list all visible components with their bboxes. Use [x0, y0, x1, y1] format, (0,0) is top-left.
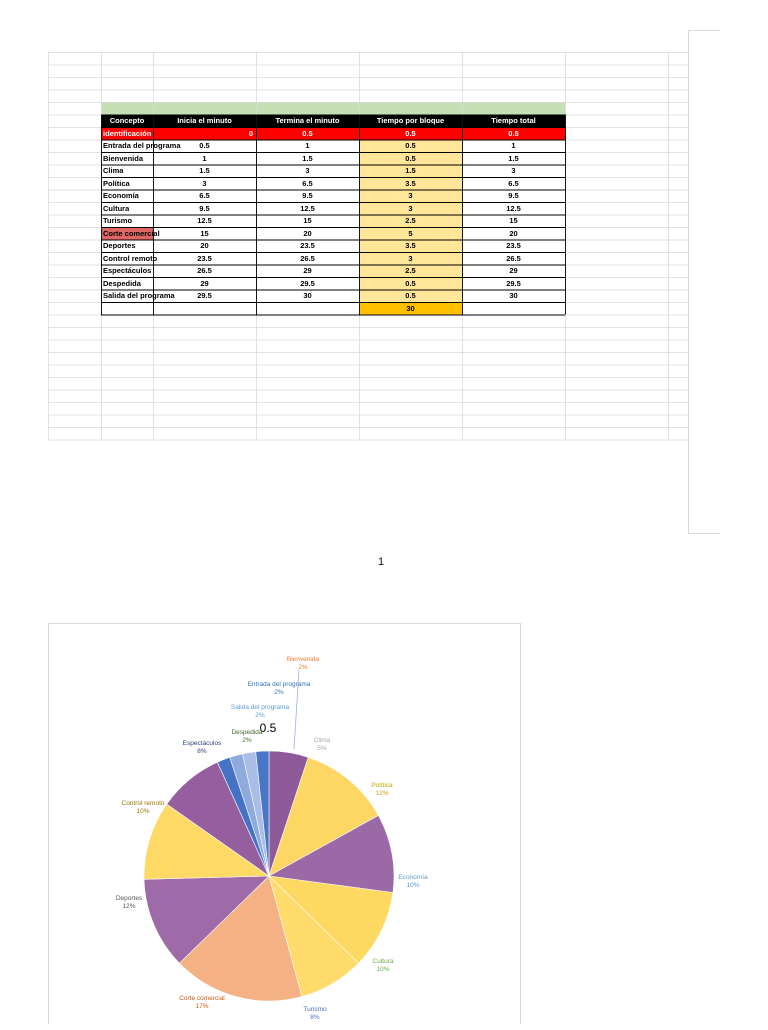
value-cell: 26.5: [300, 253, 315, 263]
slice-percent: 5%: [317, 745, 327, 752]
value-cell: 0.5: [405, 141, 416, 150]
value-cell: 0.5: [405, 128, 416, 138]
value-cell: 6.5: [302, 178, 313, 188]
value-cell: 23.5: [506, 241, 521, 250]
table-header-cell: Termina el minuto: [275, 116, 340, 125]
value-cell: 29.5: [300, 278, 315, 288]
slice-label: Despedida: [231, 729, 263, 736]
slice-percent: 10%: [136, 808, 150, 815]
concept-cell: Clima: [103, 166, 124, 175]
value-cell: 3: [202, 178, 207, 188]
slice-label: Salida del programa: [230, 704, 290, 711]
value-cell: 23.5: [197, 253, 212, 263]
value-cell: 3: [408, 253, 413, 263]
value-cell: 15: [200, 228, 209, 238]
value-cell: 1: [202, 153, 207, 163]
concept-cell: Espectáculos: [103, 266, 152, 275]
slice-label: Clima: [313, 737, 331, 744]
concept-cell: Salida del programa: [103, 291, 175, 300]
value-cell: 1.5: [405, 166, 416, 175]
value-cell: 2.5: [405, 266, 416, 275]
table-header-cell: Tiempo total: [491, 116, 536, 125]
concept-cell: Cultura: [103, 203, 130, 213]
value-cell: 9.5: [199, 203, 210, 213]
slice-percent: 10%: [376, 966, 390, 973]
concept-cell: Entrada del programa: [103, 141, 181, 150]
slice-percent: 8%: [197, 748, 207, 755]
value-cell: 23.5: [300, 241, 315, 250]
pie-chart-container: [48, 623, 521, 1024]
value-cell: 29: [509, 266, 518, 275]
concept-cell: Turismo: [103, 216, 133, 225]
slice-percent: 10%: [406, 882, 420, 889]
value-cell: 26.5: [197, 266, 212, 275]
value-cell: 0.5: [199, 141, 210, 150]
value-cell: 12.5: [506, 203, 521, 213]
value-cell: 5: [408, 228, 413, 238]
value-cell: 0.5: [405, 278, 416, 288]
concept-cell: Deportes: [103, 241, 136, 250]
value-cell: 12.5: [300, 203, 315, 213]
value-cell: 3: [511, 166, 516, 175]
value-cell: 20: [303, 228, 312, 238]
table-header-cell: Concepto: [109, 116, 145, 125]
value-cell: 15: [303, 216, 312, 225]
value-cell: 1: [305, 141, 310, 150]
value-cell: 12.5: [197, 216, 212, 225]
value-cell: 1.5: [199, 166, 210, 175]
value-cell: 29: [200, 278, 209, 288]
value-cell: 0.5: [508, 128, 519, 138]
callout-value: 0.5: [259, 721, 277, 735]
slice-label: Espectáculos: [182, 740, 222, 747]
value-cell: 30: [303, 291, 312, 300]
value-cell: 0.5: [302, 128, 313, 138]
value-cell: 15: [509, 216, 518, 225]
value-cell: 1: [511, 141, 516, 150]
slice-percent: 2%: [298, 664, 308, 671]
value-cell: 20: [509, 228, 518, 238]
slice-percent: 2%: [255, 712, 265, 719]
value-cell: 3.5: [405, 241, 416, 250]
value-cell: 29: [303, 266, 312, 275]
slice-percent: 12%: [375, 790, 389, 797]
slice-label: Control remoto: [121, 800, 165, 807]
page-number: 1: [378, 556, 385, 568]
slice-percent: 2%: [274, 689, 284, 696]
value-cell: 3: [408, 191, 413, 200]
value-cell: 3: [305, 166, 310, 175]
slice-label: Deportes: [115, 895, 143, 902]
pie-chart: [49, 624, 522, 1025]
slice-label: Bienvenida: [286, 656, 320, 663]
value-cell: 6.5: [199, 191, 210, 200]
value-cell: 20: [200, 241, 209, 250]
value-cell: 6.5: [508, 178, 519, 188]
total-value: 30: [406, 303, 415, 313]
value-cell: 9.5: [302, 191, 313, 200]
value-cell: 1.5: [508, 153, 519, 163]
value-cell: 9.5: [508, 191, 519, 200]
concept-cell: Corte comercial: [103, 228, 160, 238]
value-cell: 26.5: [506, 253, 521, 263]
table-header-cell: Tiempo por bloque: [376, 116, 445, 125]
page-frame: [688, 30, 720, 534]
concept-cell: Política: [103, 178, 130, 188]
concept-cell: identificación: [103, 128, 152, 138]
slice-percent: 12%: [122, 903, 136, 910]
value-cell: 30: [509, 291, 518, 300]
banner-row: [101, 102, 565, 115]
table-header-cell: Inicia el minuto: [177, 116, 232, 125]
value-cell: 29.5: [197, 291, 212, 300]
value-cell: 29.5: [506, 278, 521, 288]
slice-label: Política: [371, 782, 393, 789]
value-cell: 0.5: [405, 291, 416, 300]
concept-cell: Control remoto: [103, 253, 158, 263]
value-cell: 3: [408, 203, 413, 213]
value-cell: 0.5: [405, 153, 416, 163]
concept-cell: Despedida: [103, 278, 141, 288]
value-cell: 3.5: [405, 178, 416, 188]
concept-cell: Bienvenida: [103, 153, 144, 163]
value-cell: 2.5: [405, 216, 416, 225]
slice-label: Economía: [398, 874, 428, 881]
slice-percent: 2%: [242, 737, 252, 744]
slice-label: Cultura: [372, 958, 394, 965]
slice-label: Turismo: [303, 1006, 327, 1013]
value-cell: 0: [248, 128, 253, 138]
slice-percent: 8%: [310, 1014, 320, 1021]
concept-cell: Economía: [103, 191, 139, 200]
slice-label: Corte comercial: [179, 995, 225, 1002]
slice-percent: 17%: [195, 1003, 209, 1010]
slice-label: Entrada del programa: [247, 681, 311, 688]
value-cell: 1.5: [302, 153, 313, 163]
